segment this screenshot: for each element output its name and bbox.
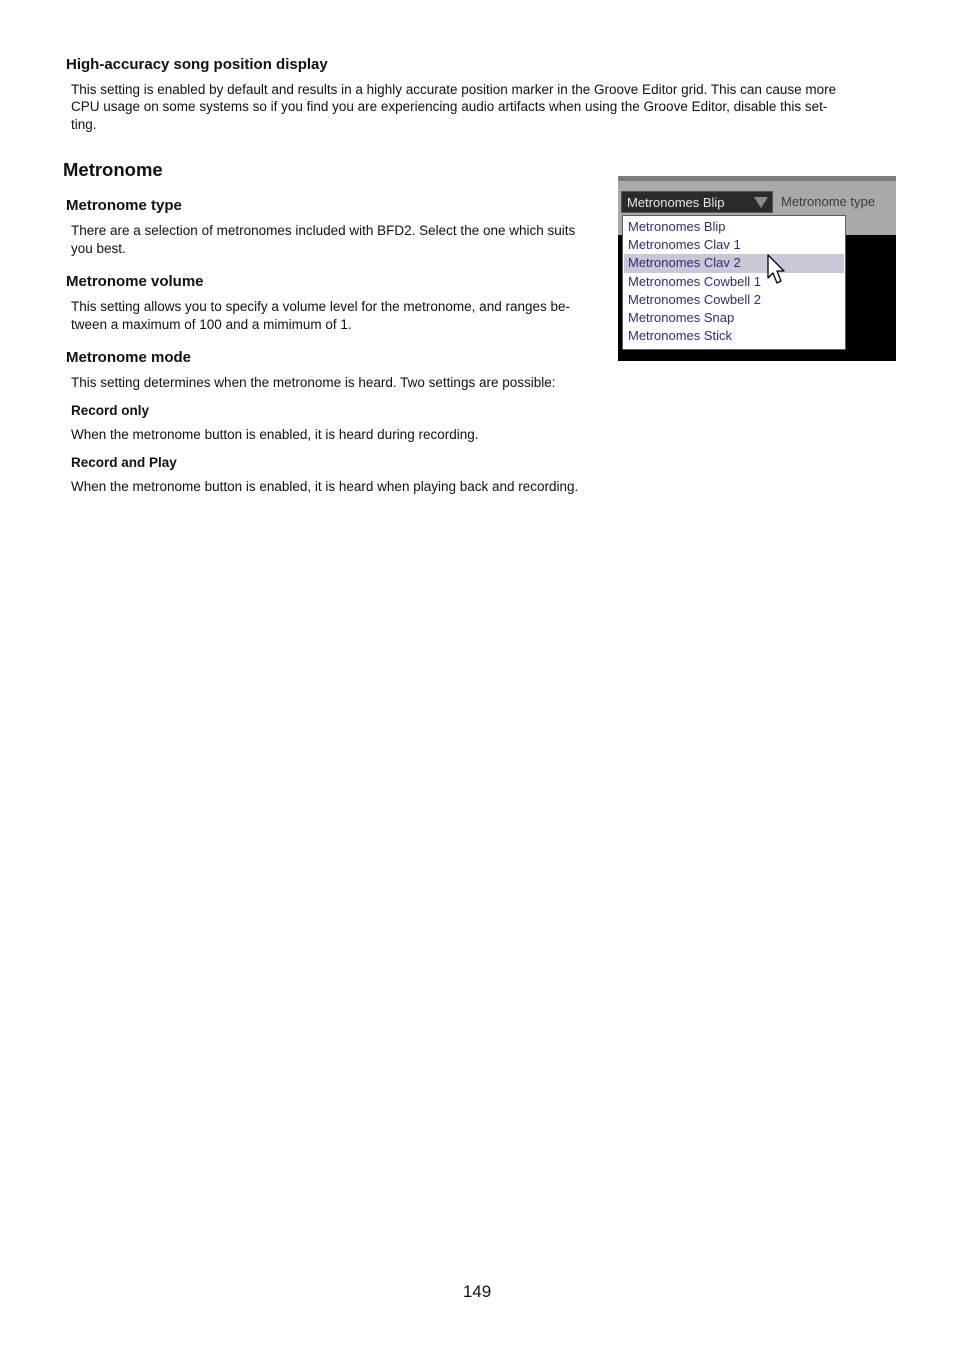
metronome-type-heading: Metronome type (66, 197, 182, 214)
metronome-title: Metronome (63, 159, 163, 180)
record-play-heading: Record and Play (71, 455, 177, 470)
metronome-type-text-line-2: you best. (71, 241, 126, 256)
mouse-pointer-icon (766, 254, 786, 286)
metronome-mode-text: This setting determines when the metronome is heard. Two settings are possible: (71, 375, 556, 390)
page-number: 149 (462, 1282, 492, 1301)
metronome-volume-text-line-1: This setting allows you to specify a volume level for the metronome, and ranges be- (71, 299, 570, 314)
song-position-text-line-3: ting. (71, 117, 97, 132)
dropdown-option-blip[interactable]: Metronomes Blip (628, 219, 726, 234)
metronome-volume-text-line-2: tween a maximum of 100 and a mimimum of 1. (71, 317, 352, 332)
record-play-text: When the metronome button is enabled, it is heard when playing back and recording. (71, 479, 579, 494)
song-position-text-line-1: This setting is enabled by default and results in a highly accurate position marker in the Groove Editor grid. This can cause more (71, 82, 837, 97)
metronome-type-label: Metronome type (781, 194, 875, 209)
dropdown-option-stick[interactable]: Metronomes Stick (628, 328, 733, 344)
metronome-volume-heading: Metronome volume (66, 273, 204, 290)
metronome-type-text-line-1: There are a selection of metronomes included with BFD2. Select the one which suits (71, 223, 576, 238)
dropdown-arrow-icon[interactable] (754, 197, 768, 208)
dropdown-list (622, 215, 846, 350)
record-only-text: When the metronome button is enabled, it is heard during recording. (71, 427, 479, 442)
song-position-heading: High-accuracy song position display (66, 56, 328, 73)
dropdown-option-cowbell-2[interactable]: Metronomes Cowbell 2 (628, 291, 761, 307)
record-only-heading: Record only (71, 403, 150, 418)
metronome-mode-heading: Metronome mode (66, 349, 192, 366)
dropdown-option-cowbell-1[interactable]: Metronomes Cowbell 1 (628, 273, 761, 289)
metronome-dropdown-screenshot (618, 176, 896, 361)
dropdown-option-snap[interactable]: Metronomes Snap (628, 309, 735, 325)
metronome-type-select[interactable] (621, 191, 773, 213)
select-value: Metronomes Blip (627, 195, 725, 210)
dropdown-option-clav-1[interactable]: Metronomes Clav 1 (628, 237, 741, 253)
dropdown-option-clav-2[interactable]: Metronomes Clav 2 (624, 254, 844, 272)
song-position-text-line-2: CPU usage on some systems so if you find you are experiencing audio artifacts when using the Groove Editor, disable this set- (71, 99, 828, 114)
